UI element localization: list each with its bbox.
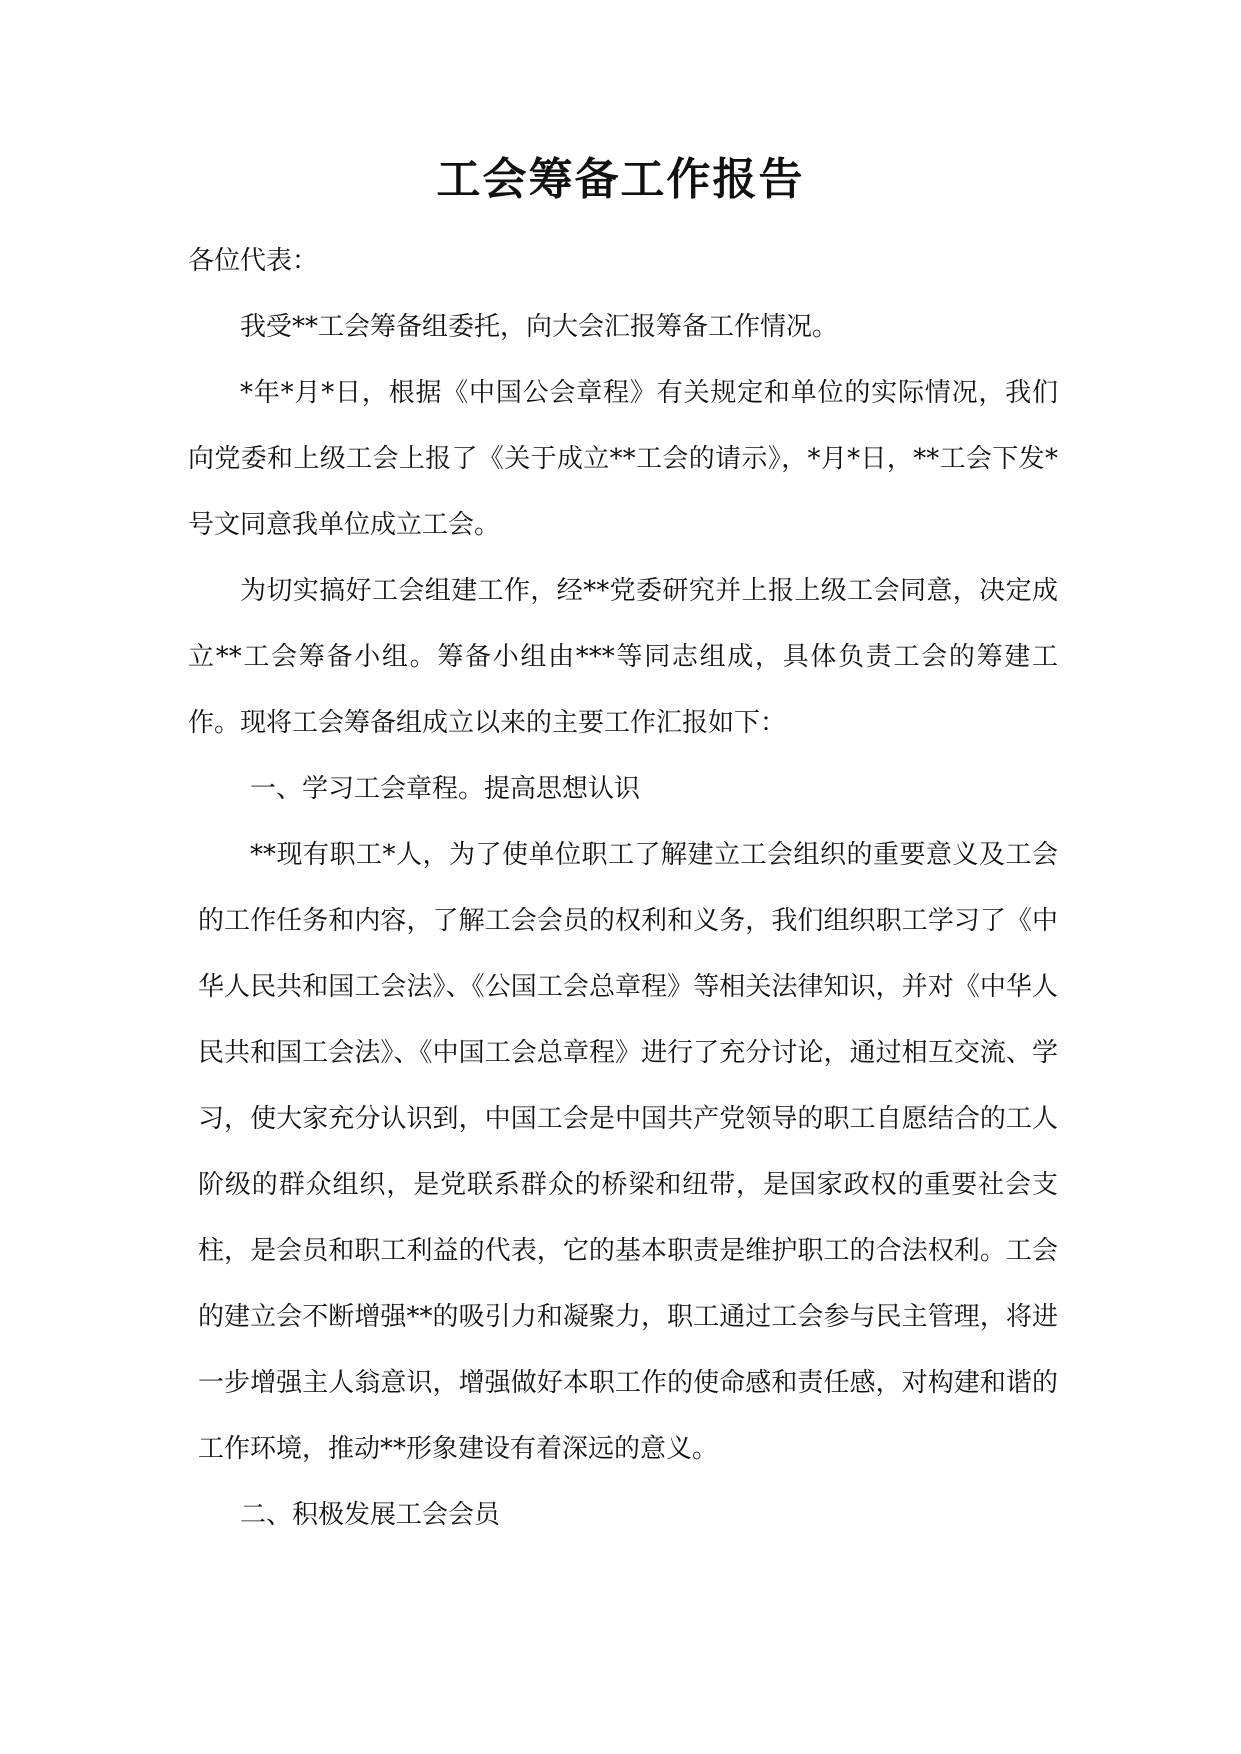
section-1-heading: 一、学习工会章程。提高思想认识 [250, 774, 641, 804]
paragraph-commission: 我受**工会筹备组委托，向大会汇报筹备工作情况。 [240, 312, 839, 342]
salutation: 各位代表： [188, 246, 319, 276]
document-title: 工会筹备工作报告 [436, 154, 805, 205]
document-body [188, 228, 1058, 1548]
section-2-heading: 二、积极发展工会会员 [240, 1500, 501, 1530]
paragraph-preparatory-group: 为切实搞好工会组建工作，经**党委研究并上报上级工会同意，决定成立**工会筹备小组。筹备小组由***等同志组成，具体负责工会的筹建工作。现将工会筹备组成立以来的主要工作汇报如下： [188, 576, 1058, 738]
paragraph-approval: *年*月*日，根据《中国公会章程》有关规定和单位的实际情况，我们向党委和上级工会上报了《关于成立**工会的请示》，*月*日，**工会下发*号文同意我单位成立工会。 [188, 378, 1058, 540]
section-1-paragraph: **现有职工*人，为了使单位职工了解建立工会组织的重要意义及工会的工作任务和内容，了解工会会员的权利和义务，我们组织职工学习了《中华人民共和国工会法》、《公国工会总章程》等相关法律知识，并对《中华人民共和国工会法》、《中国工会总章程》进行了充分讨论，通过相互交流、学习，使大家充分认识到，中国工会是中国共产党领导的职工自愿结合的工人阶级的群众组织，是党联系群众的桥梁和纽带，是国家政权的重要社会支柱，是会员和职工利益的代表，它的基本职责是维护职工的合法权利。工会的建立会不断增强**的吸引力和凝聚力，职工通过工会参与民主管理，将进一步增强主人翁意识，增强做好本职工作的使命感和责任感，对构建和谐的工作环境，推动**形象建设有着深远的意义。 [198, 840, 1058, 1464]
